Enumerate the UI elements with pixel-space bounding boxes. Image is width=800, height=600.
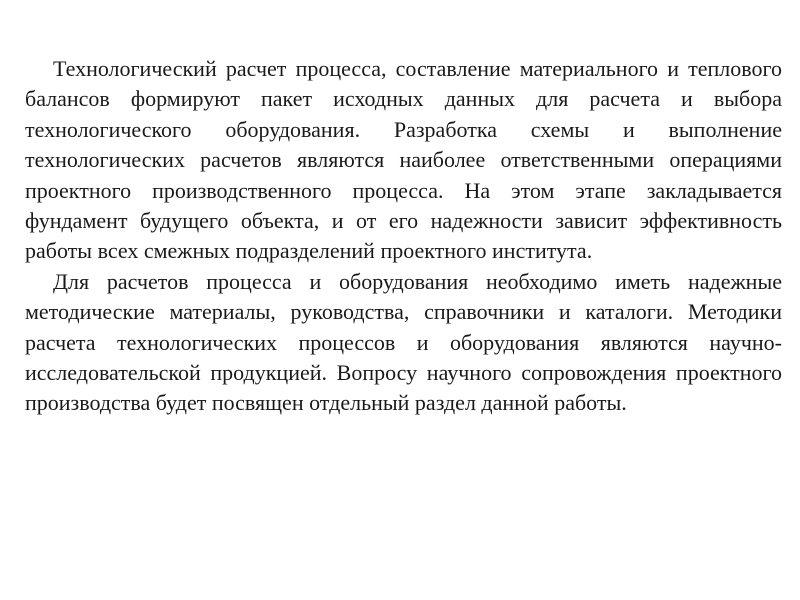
body-text bbox=[25, 54, 782, 419]
paragraph-2: Для расчетов процесса и оборудования необходимо иметь надежные методические материалы, руководства, справочники и каталоги. Методики расчета технологических процессов и оборудования являются научно-исследовательской продукцией. Вопросу научного сопровождения проектного производства будет посвящен отдельный раздел данной работы. bbox=[25, 268, 782, 416]
paragraph-1: Технологический расчет процесса, составление материального и теплового балансов формируют пакет исходных данных для расчета и выбора технологического оборудования. Разработка схемы и выполнение технологических расчетов являются наиболее ответственными операциями проектного производственного процесса. На этом этапе закладывается фундамент будущего объекта, и от его надежности зависит эффективность работы всех смежных подразделений проектного института. bbox=[25, 56, 782, 264]
